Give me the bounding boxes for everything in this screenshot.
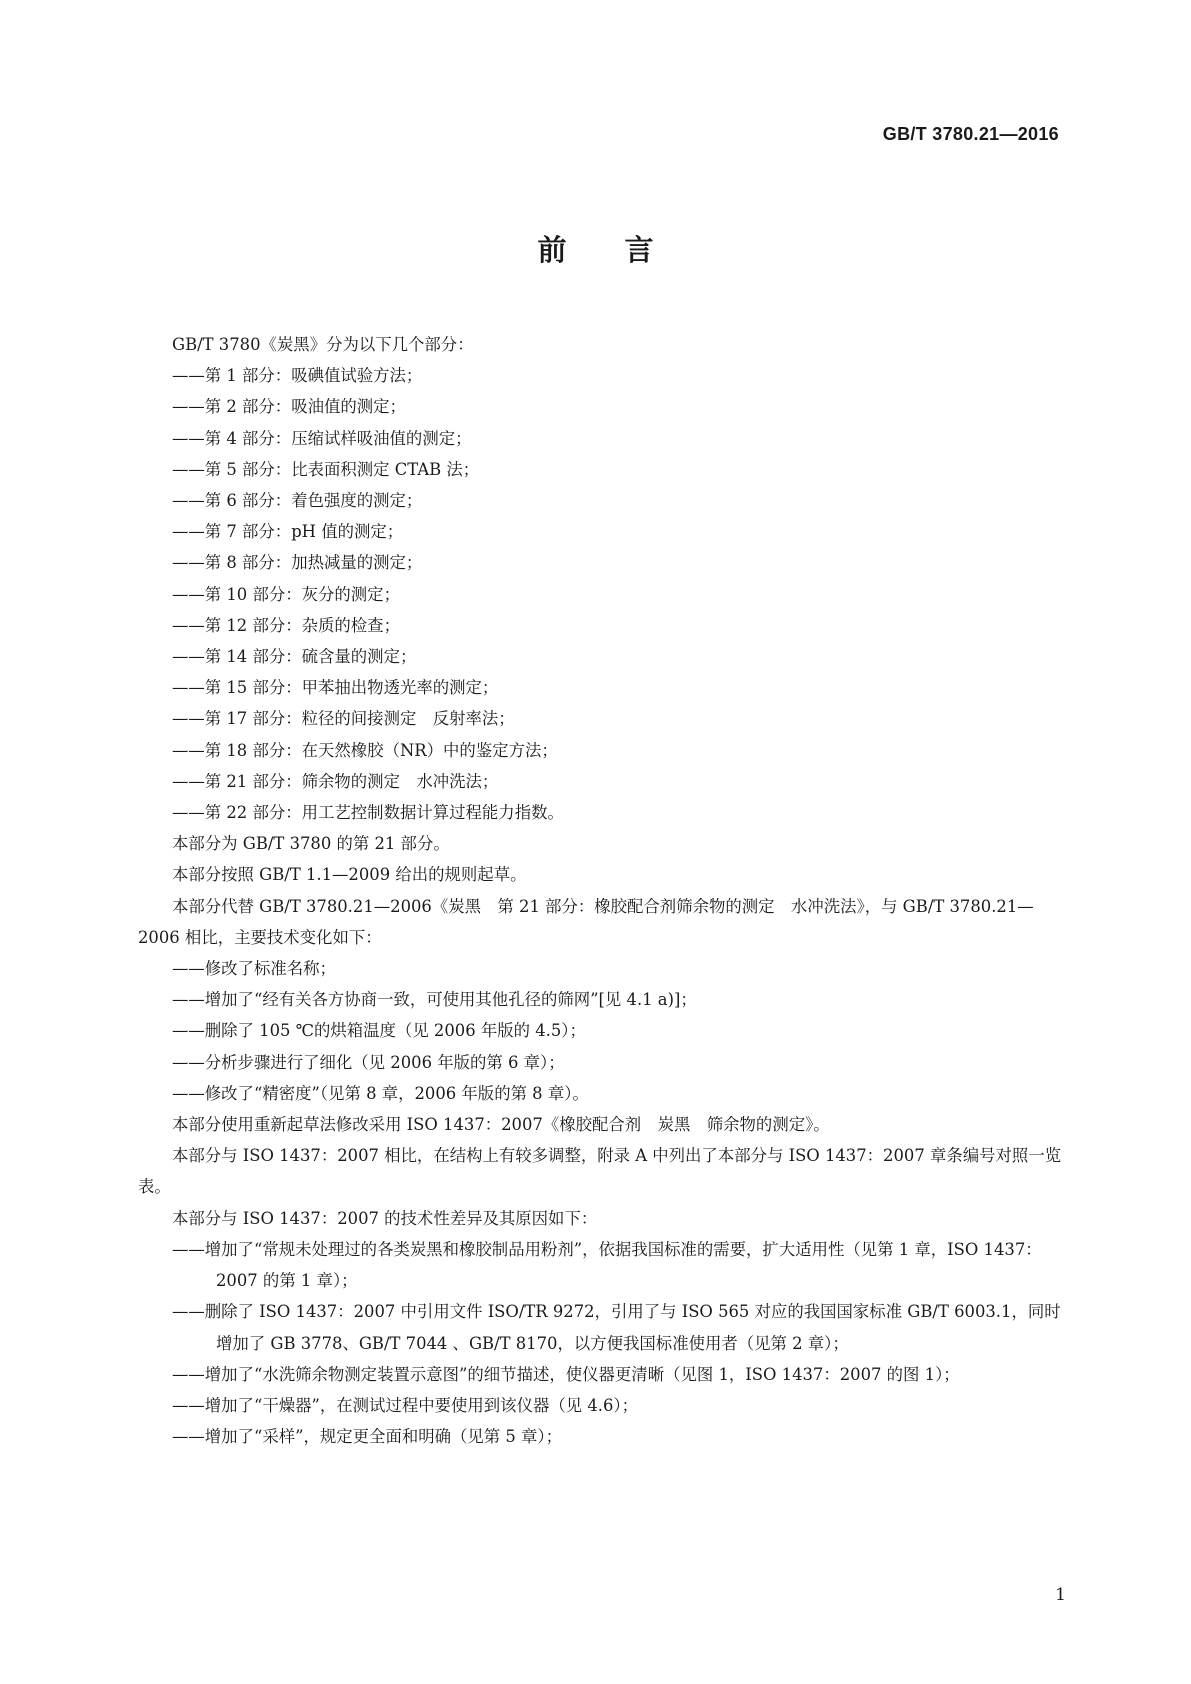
- list-item: ——修改了“精密度”（见第 8 章，2006 年版的第 8 章）。: [172, 1083, 589, 1103]
- paragraph: GB/T 3780《炭黑》分为以下几个部分：: [172, 335, 474, 354]
- list-item: ——第 1 部分：吸碘值试验方法；: [172, 366, 423, 386]
- list-item: ——第 17 部分：粒径的间接测定 反射率法；: [172, 709, 515, 729]
- paragraph: 本部分代替 GB/T 3780.21—2006《炭黑 第 21 部分：橡胶配合剂筛余物的测定 水冲洗法》，与 GB/T 3780.21—2006 相比，主要技术变化如下：: [138, 896, 1034, 947]
- list-item: ——第 18 部分：在天然橡胶（NR）中的鉴定方法；: [172, 740, 558, 760]
- standard-code: GB/T 3780.21—2016: [882, 124, 1059, 144]
- list-item: ——第 7 部分：pH 值的测定；: [172, 522, 404, 542]
- paragraph: 本部分为 GB/T 3780 的第 21 部分。: [172, 834, 450, 854]
- list-item: ——第 14 部分：硫含量的测定；: [172, 647, 417, 667]
- page-number: 1: [1055, 1585, 1066, 1605]
- list-item: ——第 8 部分：加热减量的测定；: [172, 553, 423, 573]
- paragraph: 本部分与 ISO 1437：2007 的技术性差异及其原因如下：: [172, 1208, 598, 1228]
- list-item: ——增加了“经有关各方协商一致，可使用其他孔径的筛网”[见 4.1 a)]；: [172, 990, 697, 1010]
- list-item: ——增加了“采样”，规定更全面和明确（见第 5 章）；: [172, 1427, 562, 1447]
- paragraph: 本部分使用重新起草法修改采用 ISO 1437：2007《橡胶配合剂 炭黑 筛余物的测定》。: [172, 1115, 830, 1135]
- list-item: ——第 21 部分：筛余物的测定 水冲洗法；: [172, 771, 499, 791]
- paragraph: 本部分与 ISO 1437：2007 相比，在结构上有较多调整，附录 A 中列出了本部分与 ISO 1437：2007 章条编号对照一览表。: [138, 1146, 1062, 1197]
- list-item: ——第 2 部分：吸油值的测定；: [172, 397, 406, 417]
- list-item: ——第 5 部分：比表面积测定 CTAB 法；: [172, 459, 480, 479]
- list-item: ——修改了标准名称；: [172, 959, 336, 979]
- document-body: [138, 329, 1062, 1452]
- list-item: ——分析步骤进行了细化（见 2006 年版的第 6 章）；: [172, 1052, 565, 1072]
- list-item: ——增加了“干燥器”，在测试过程中要使用到该仪器（见 4.6）；: [172, 1395, 638, 1415]
- list-item: ——增加了“常规未处理过的各类炭黑和橡胶制品用粉剂”，依据我国标准的需要，扩大适用性（见第 1 章，ISO 1437：2007 的第 1 章）；: [172, 1239, 1042, 1291]
- page-title: 前言: [537, 233, 712, 267]
- list-item: ——增加了“水洗筛余物测定装置示意图”的细节描述，使仪器更清晰（见图 1，ISO 1437：2007 的图 1）；: [172, 1364, 960, 1384]
- paragraph: 本部分按照 GB/T 1.1—2009 给出的规则起草。: [172, 865, 527, 885]
- list-item: ——第 22 部分：用工艺控制数据计算过程能力指数。: [172, 803, 564, 823]
- list-item: ——删除了 105 ℃的烘箱温度（见 2006 年版的 4.5）；: [172, 1021, 586, 1041]
- list-item: ——第 6 部分：着色强度的测定；: [172, 491, 423, 511]
- list-item: ——第 10 部分：灰分的测定；: [172, 584, 400, 604]
- list-item: ——第 12 部分：杂质的检查；: [172, 615, 400, 635]
- list-item: ——第 4 部分：压缩试样吸油值的测定；: [172, 428, 472, 448]
- list-item: ——第 15 部分：甲苯抽出物透光率的测定；: [172, 678, 499, 698]
- list-item: ——删除了 ISO 1437：2007 中引用文件 ISO/TR 9272，引用了与 ISO 565 对应的我国国家标准 GB/T 6003.1，同时增加了 GB 3778、GB/T 7044 、GB/T 8170，以方便我国标准使用者（见第 2 章）；: [172, 1302, 1061, 1353]
